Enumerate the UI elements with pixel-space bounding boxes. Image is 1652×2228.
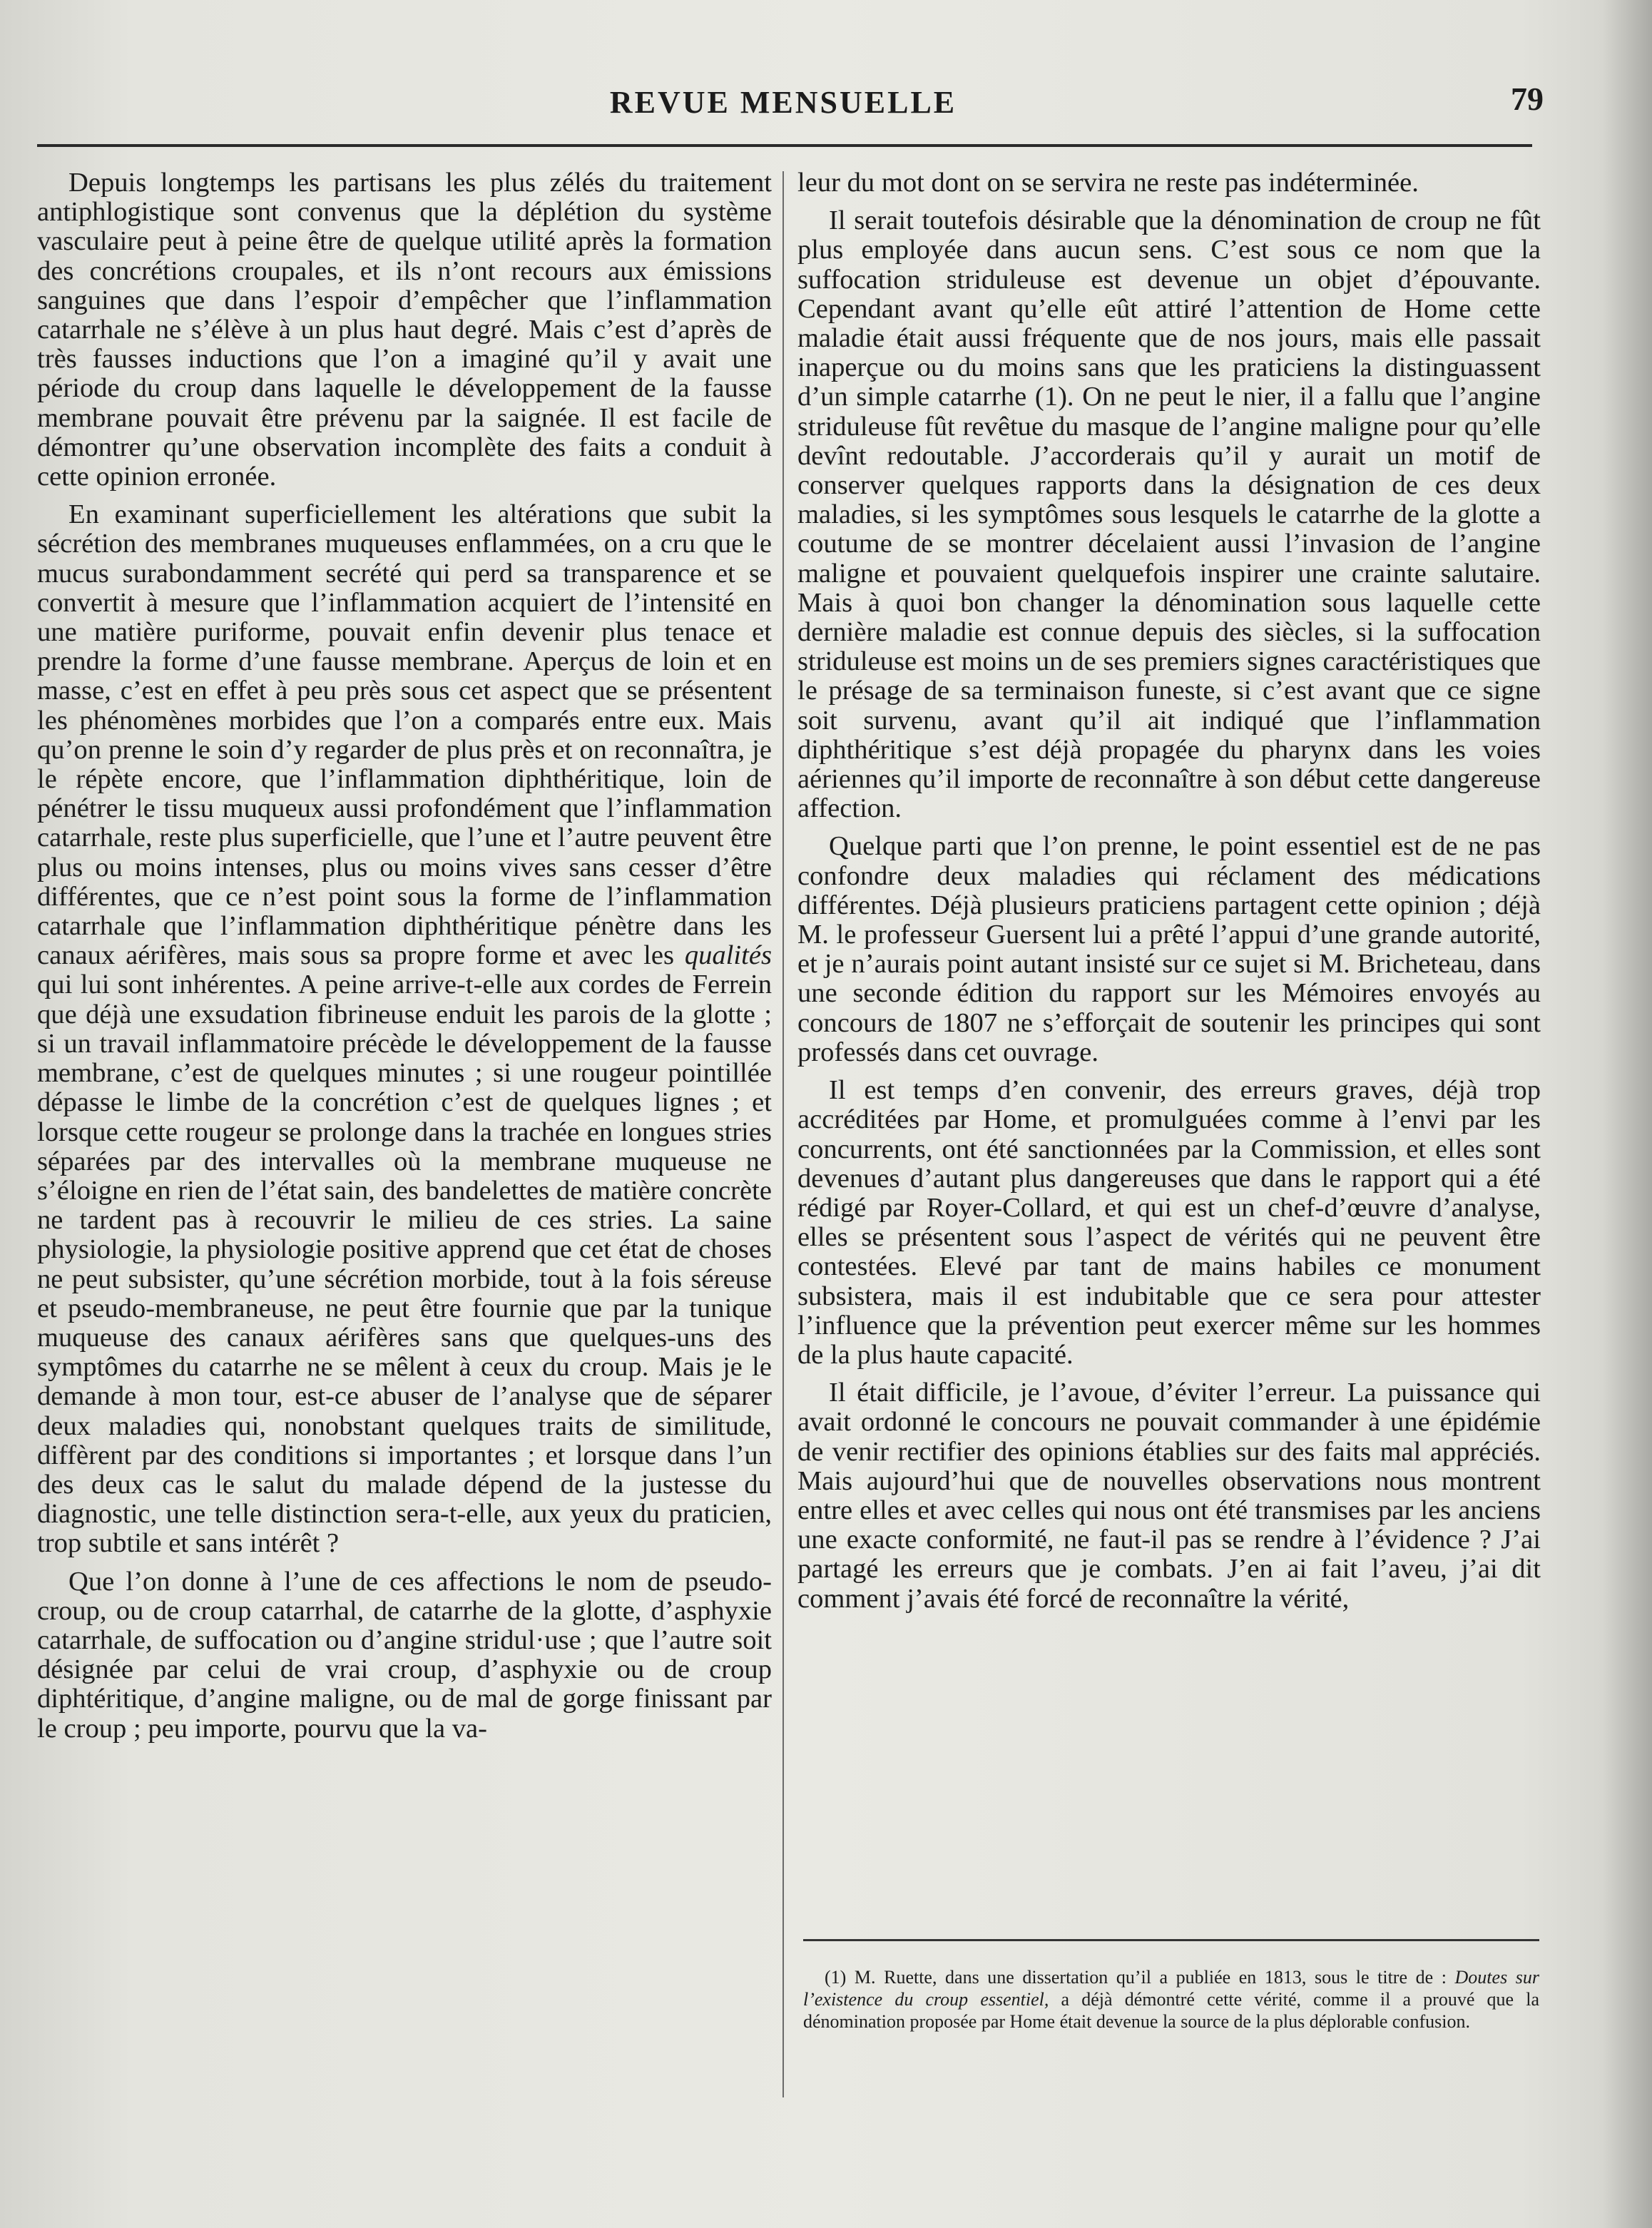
text-span: (1) M. Ruette, dans une dissertation qu’il a publiée en 1813, sous le titre de :: [825, 1967, 1447, 1988]
left-column: [37, 168, 772, 1752]
paragraph: Il serait toutefois désirable que la dénomination de croup ne fût plus employée dans aucun sens. C’est sous ce nom que la suffocation striduleuse est devenue un objet d’épouvante. Cependant avant qu’elle eût attiré l’attention de Home cette maladie était aussi fréquente que de nos jours, mais elle passait inaperçue ou du moins sans que les praticiens la distinguassent d’un simple catarrhe (1). On ne peut le nier, il a fallu que l’angine striduleuse fût revêtue du masque de l’angine maligne pour qu’elle devînt redoutable. J’accorderais qu’il y aurait un motif de conserver quelques rapports dans la désignation de ces deux maladies, si les symptômes sous lesquels le catarrhe de la glotte a coutume de se montrer décelaient aussi l’invasion de l’angine maligne et pouvaient quelquefois inspirer une crainte salutaire. Mais à quoi bon changer la dénomination sous laquelle cette dernière maladie est connue depuis des siècles, si la suffocation striduleuse est moins un de ses premiers signes caractéristiques que le présage de sa terminaison funeste, si c’est avant que ce signe soit survenu, avant qu’il ait indiqué que l’inflammation diphthéritique s’est déjà propagée du pharynx dans les voies aériennes qu’il importe de reconnaître à son début cette dangereuse affection.: [797, 205, 1541, 824]
footnote-text: [803, 1966, 1539, 2033]
footnote-rule: [803, 1939, 1539, 1941]
paragraph: Que l’on donne à l’une de ces affections le nom de pseudo-croup, ou de croup catarrhal, de catarrhe de la glotte, d’asphyxie catarrhale, de suffocation ou d’angine stridul·use ; que l’autre soit désignée par celui de vrai croup, d’asphyxie ou de croup diphtéritique, d’angine maligne, ou de mal de gorge finissant par le croup ; peu importe, pourvu que la va-: [37, 1566, 772, 1744]
right-column: [797, 168, 1541, 1622]
paragraph: Quelque parti que l’on prenne, le point essentiel est de ne pas confondre deux maladies qui réclament des médications différentes. Déjà plusieurs praticiens partagent cette opinion ; déjà M. le professeur Guersent lui a prêté l’appui d’une grande autorité, et je n’aurais point autant insisté sur ce sujet si M. Bricheteau, dans une seconde édition du rapport sur les Mémoires envoyés au concours de 1807 ne s’efforçait de soutenir les principes qui sont professés dans cet ouvrage.: [797, 831, 1541, 1067]
text-span: qui lui sont inhérentes. A peine arrive-t-elle aux cordes de Ferrein que déjà une exsudation fibrineuse enduit les parois de la glotte ; si un travail inflammatoire précède le développement de la fausse membrane, c’est de quelques minutes ; si une rougeur pointillée dépasse le limbe de la concrétion c’est de quelques lignes ; et lorsque cette rougeur se prolonge dans la trachée en longues stries séparées par des intervalles où la membrane muqueuse ne s’éloigne en rien de l’état sain, des bandelettes de matière concrète ne tardent pas à recouvrir le milieu de ces stries. La saine physiologie, la physiologie positive apprend que cet état de choses ne peut subsister, qu’une sécrétion morbide, tout à la fois séreuse et pseudo-membraneuse, ne peut être fournie que par la tunique muqueuse des canaux aérifères sans que quelques-uns des symptômes du catarrhe ne se mêlent à ceux du croup. Mais je le demande à mon tour, est-ce abuser de l’analyse que de séparer deux maladies qui, nonobstant quelques traits de similitude, diffèrent par des conditions si importantes ; et lorsque dans l’un des deux cas le salut du malade dépend de la justesse du diagnostic, une telle distinction sera-t-elle, aux yeux du praticien, trop subtile et sans intérêt ?: [37, 970, 772, 1559]
journal-title: REVUE MENSUELLE: [609, 85, 957, 120]
header-rule: [37, 144, 1532, 147]
running-header: [34, 81, 1544, 127]
paragraph: Depuis longtemps les partisans les plus zélés du traitement antiphlogistique sont convenus que la déplétion du système vasculaire peut à peine être de quelque utilité après la formation des concrétions croupales, et ils n’ont recours aux émissions sanguines que dans l’espoir d’empêcher que l’inflammation catarrhale ne s’élève à un plus haut degré. Mais c’est d’après de très fausses inductions que l’on a imaginé qu’il y avait une période du croup dans laquelle le développement de la fausse membrane pouvait être prévenu par la saignée. Il est facile de démontrer qu’une observation incomplète des faits a conduit à cette opinion erronée.: [37, 168, 772, 492]
footnote: [803, 1966, 1539, 2033]
column-divider: [782, 171, 784, 2097]
paragraph-continuation: leur du mot dont on se servira ne reste pas indéterminée.: [797, 168, 1419, 198]
text-span: En examinant superficiellement les altérations que subit la sécrétion des membranes muqueuses enflammées, on a cru que le mucus surabondamment secrété qui perd sa transparence et se convertit à mesure que l’inflammation acquiert de l’intensité en une matière puriforme, pouvait enfin devenir plus tenace et prendre la forme d’une fausse membrane. Aperçus de loin et en masse, c’est en effet à peu près sous cet aspect que se présentent les phénomènes morbides que l’on a comparés entre eux. Mais qu’on prenne le soin d’y regarder de plus près et on reconnaîtra, je le répète encore, que l’inflammation diphthéritique, loin de pénétrer le tissu muqueux aussi profondément que l’inflammation catarrhale, reste plus superficielle, que l’une et l’autre peuvent être plus ou moins intenses, plus ou moins vives sans cesser d’être différentes, que ce n’est point sous la forme de l’inflammation catarrhale que l’inflammation diphthéritique pénètre dans les canaux aérifères, mais sous sa propre forme et avec les: [37, 499, 772, 971]
emphasis: qualités: [684, 940, 772, 971]
page-number: 79: [1511, 81, 1544, 117]
paragraph: Il est temps d’en convenir, des erreurs graves, déjà trop accréditées par Home, et promulguées comme à l’envi par les concurrents, ont été sanctionnées par la Commission, et elles sont devenues d’autant plus dangereuses que dans le rapport qui a été rédigé par Royer-Collard, et qui est un chef-d’œuvre d’analyse, elles se présentent sous l’aspect de vérités qui ne peuvent être contestées. Elevé par tant de mains habiles ce monument subsistera, mais il est indubitable que ce sera pour attester l’influence que la prévention peut exercer même sur les hommes de la plus haute capacité.: [797, 1075, 1541, 1370]
text-span: a déjà démontré cette vérité, comme il a prouvé que la dénomination proposée par Home était devenue la source de la plus déplorable confusion.: [803, 1989, 1539, 2032]
emphasis: Doutes sur l’existence du croup essentiel,: [803, 1967, 1540, 2010]
paragraph: [37, 500, 772, 1558]
paragraph: Il était difficile, je l’avoue, d’éviter l’erreur. La puissance qui avait ordonné le concours ne pouvait commander à une épidémie de venir rectifier des opinions établies sur des faits mal appréciés. Mais aujourd’hui que de nouvelles observations nous montrent entre elles et avec celles qui nous ont été transmises par les anciens une exacte conformité, ne faut-il pas se rendre à l’évidence ? J’ai partagé les erreurs que je combats. J’en ai fait l’aveu, j’ai dit comment j’avais été forcé de reconnaître la vérité,: [797, 1378, 1541, 1614]
spine-shadow: [1602, 0, 1652, 2228]
